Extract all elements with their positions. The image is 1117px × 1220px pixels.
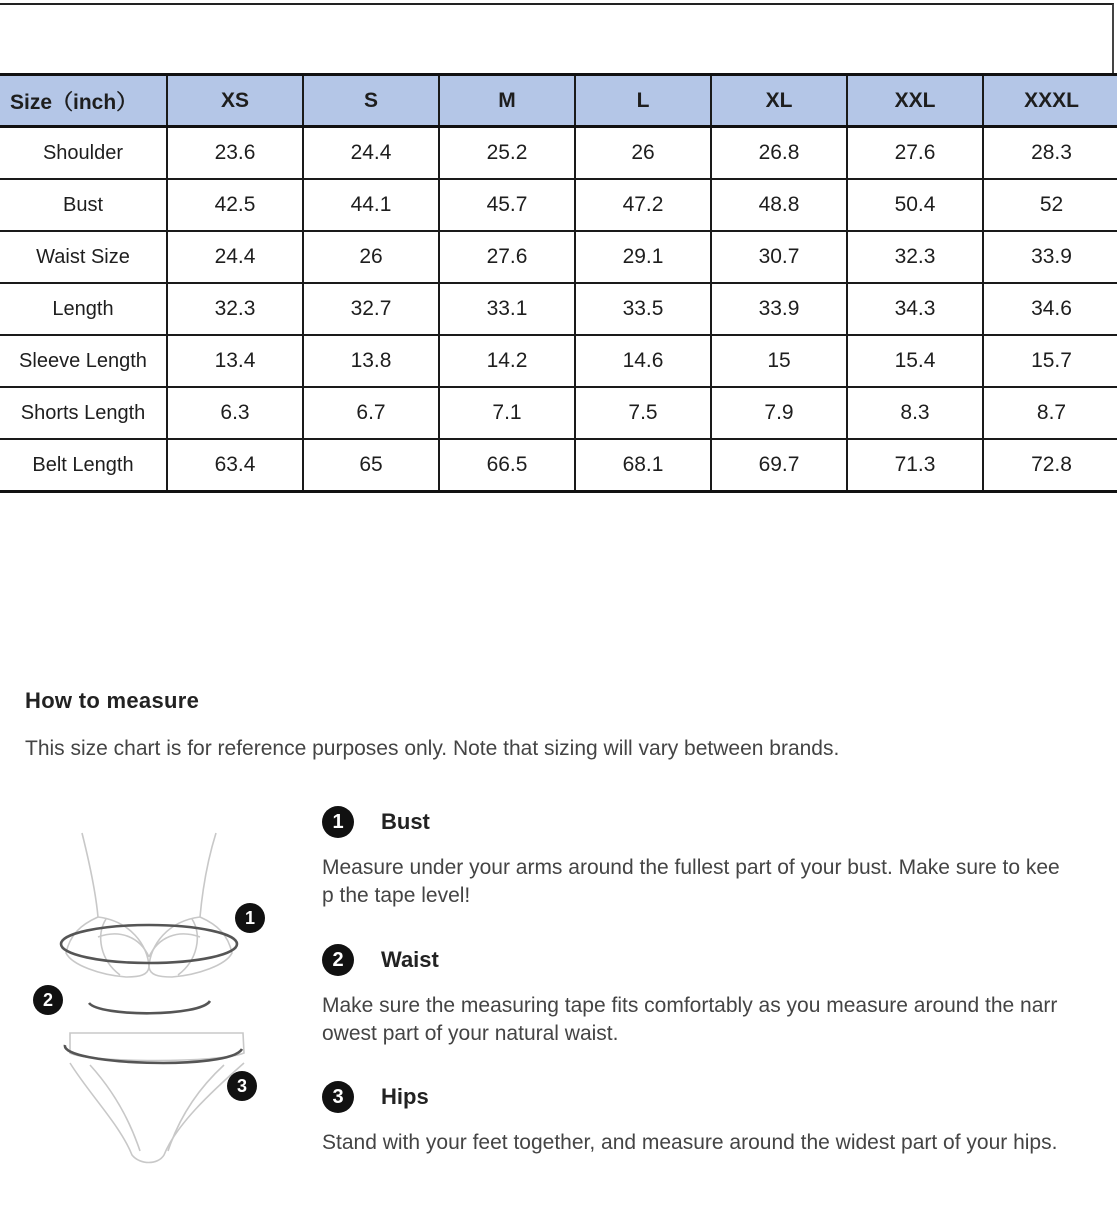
row-label: Shorts Length <box>0 387 167 439</box>
step-description: Stand with your feet together, and measure around the widest part of your hips. <box>322 1131 1058 1154</box>
cell: 14.2 <box>439 335 575 387</box>
cell: 6.7 <box>303 387 439 439</box>
header-xl: XL <box>711 75 847 127</box>
step-label: Waist <box>381 947 439 972</box>
cell: 68.1 <box>575 439 711 492</box>
section-title: How to measure <box>25 688 200 713</box>
cell: 47.2 <box>575 179 711 231</box>
cell: 32.3 <box>847 231 983 283</box>
step-label: Hips <box>381 1084 429 1109</box>
body-diagram-icon <box>30 825 280 1170</box>
cell: 32.3 <box>167 283 303 335</box>
step-waist <box>322 944 1062 1048</box>
marker-1-icon: 1 <box>235 903 265 933</box>
header-l: L <box>575 75 711 127</box>
table-row <box>0 127 1117 180</box>
cell: 32.7 <box>303 283 439 335</box>
number-2-icon: 2 <box>322 944 354 976</box>
row-label: Shoulder <box>0 127 167 180</box>
table-row <box>0 335 1117 387</box>
cell: 27.6 <box>439 231 575 283</box>
cell: 14.6 <box>575 335 711 387</box>
cell: 33.1 <box>439 283 575 335</box>
cell: 26 <box>303 231 439 283</box>
step-hips <box>322 1081 1062 1157</box>
cell: 26.8 <box>711 127 847 180</box>
cell: 69.7 <box>711 439 847 492</box>
cell: 23.6 <box>167 127 303 180</box>
how-to-measure-section <box>25 688 199 714</box>
step-description: Measure under your arms around the fullest part of your bust. Make sure to keep the tape level! <box>322 856 1060 907</box>
cell: 65 <box>303 439 439 492</box>
cell: 28.3 <box>983 127 1117 180</box>
cell: 8.3 <box>847 387 983 439</box>
header-xxl: XXL <box>847 75 983 127</box>
marker-3-icon: 3 <box>227 1071 257 1101</box>
cell: 15.7 <box>983 335 1117 387</box>
number-3-icon: 3 <box>322 1081 354 1113</box>
cell: 25.2 <box>439 127 575 180</box>
cell: 7.1 <box>439 387 575 439</box>
cell: 6.3 <box>167 387 303 439</box>
row-label: Waist Size <box>0 231 167 283</box>
table-row <box>0 283 1117 335</box>
number-1-icon: 1 <box>322 806 354 838</box>
cell: 72.8 <box>983 439 1117 492</box>
measurement-illustration <box>30 825 280 1170</box>
cell: 24.4 <box>303 127 439 180</box>
cell: 27.6 <box>847 127 983 180</box>
row-label: Bust <box>0 179 167 231</box>
cell: 66.5 <box>439 439 575 492</box>
table-row <box>0 179 1117 231</box>
cell: 71.3 <box>847 439 983 492</box>
size-chart-table <box>0 73 1117 493</box>
header-size-unit: Size（inch） <box>0 75 167 127</box>
cell: 33.9 <box>983 231 1117 283</box>
cell: 33.5 <box>575 283 711 335</box>
cell: 26 <box>575 127 711 180</box>
table-row <box>0 387 1117 439</box>
row-label: Sleeve Length <box>0 335 167 387</box>
table-header-row <box>0 75 1117 127</box>
marker-2-icon: 2 <box>33 985 63 1015</box>
cell: 50.4 <box>847 179 983 231</box>
header-xxxl: XXXL <box>983 75 1117 127</box>
cell: 29.1 <box>575 231 711 283</box>
step-description: Make sure the measuring tape fits comfortably as you measure around the narrowest part of your natural waist. <box>322 994 1058 1045</box>
cell: 34.6 <box>983 283 1117 335</box>
row-label: Belt Length <box>0 439 167 492</box>
cell: 7.5 <box>575 387 711 439</box>
cell: 15.4 <box>847 335 983 387</box>
step-bust <box>322 806 1062 910</box>
reference-note: This size chart is for reference purposes only. Note that sizing will vary between brands. <box>25 737 840 760</box>
cell: 24.4 <box>167 231 303 283</box>
cell: 13.8 <box>303 335 439 387</box>
table-row <box>0 231 1117 283</box>
cell: 44.1 <box>303 179 439 231</box>
cell: 42.5 <box>167 179 303 231</box>
top-frame <box>0 3 1114 75</box>
cell: 52 <box>983 179 1117 231</box>
cell: 33.9 <box>711 283 847 335</box>
cell: 45.7 <box>439 179 575 231</box>
cell: 7.9 <box>711 387 847 439</box>
header-m: M <box>439 75 575 127</box>
cell: 15 <box>711 335 847 387</box>
header-s: S <box>303 75 439 127</box>
cell: 30.7 <box>711 231 847 283</box>
table-row <box>0 439 1117 492</box>
cell: 63.4 <box>167 439 303 492</box>
header-xs: XS <box>167 75 303 127</box>
step-label: Bust <box>381 809 430 834</box>
cell: 48.8 <box>711 179 847 231</box>
cell: 8.7 <box>983 387 1117 439</box>
cell: 13.4 <box>167 335 303 387</box>
row-label: Length <box>0 283 167 335</box>
cell: 34.3 <box>847 283 983 335</box>
